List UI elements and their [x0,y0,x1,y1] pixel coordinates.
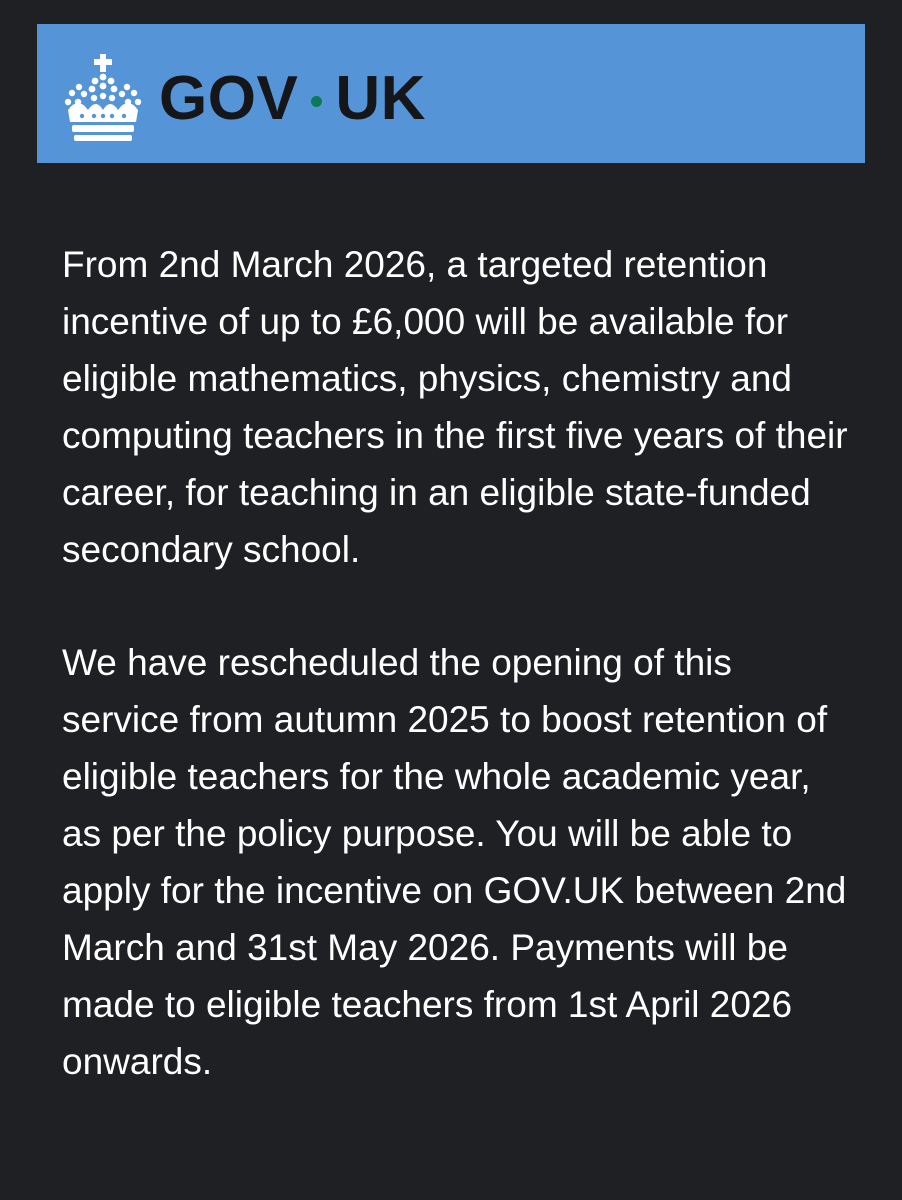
crown-icon[interactable] [64,52,142,144]
paragraph-rescheduled-opening: We have rescheduled the opening of this service from autumn 2025 to boost retention of eligible teachers for the whole academic year, as per the policy purpose. You will be able to apply for the incentive on GOV.UK between 2nd March and 31st May 2026. Payments will be made to eligible teachers from 1st April 2026 onwards. [62,642,847,1082]
brand-dot-icon [311,96,322,107]
gov-uk-wordmark[interactable] [159,64,426,134]
brand-uk-text: UK [335,64,426,133]
brand-gov-text: GOV [159,64,299,133]
gov-uk-header [37,24,865,163]
announcement-content [62,236,852,1090]
paragraph-retention-incentive: From 2nd March 2026, a targeted retention incentive of up to £6,000 will be available for eligible mathematics, physics, chemistry and computing teachers in the first five years of their career, for teaching in an eligible state-funded secondary school. [62,244,848,570]
